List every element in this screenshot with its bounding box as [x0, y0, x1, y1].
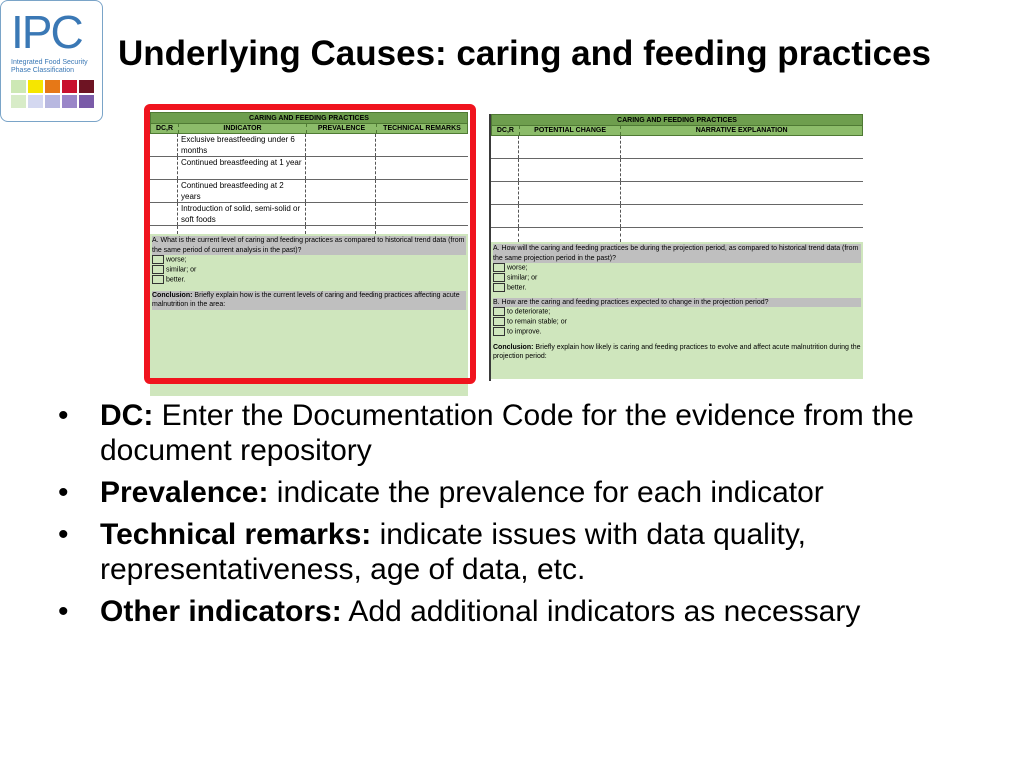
swatch: [45, 80, 60, 93]
swatch: [45, 95, 60, 108]
checkbox[interactable]: [493, 263, 505, 272]
slide-title: Underlying Causes: caring and feeding practices: [118, 34, 931, 73]
checkbox[interactable]: [493, 283, 505, 292]
form-projection: [489, 114, 863, 381]
option: worse;: [493, 263, 861, 273]
swatch: [62, 80, 77, 93]
bullet-text: indicate issues with data quality, representativeness, age of data, etc.: [100, 518, 806, 586]
option: better.: [493, 283, 861, 293]
conclusion: Conclusion: Briefly explain how likely is caring and feeding practices to evolve and affect acute malnutrition during the projection period:: [493, 343, 861, 361]
blank-row: [491, 228, 863, 242]
form-columns: [491, 126, 863, 136]
swatch: [62, 95, 77, 108]
logo-color-swatches: [11, 80, 97, 110]
form-header: CARING AND FEEDING PRACTICES: [150, 112, 468, 124]
option: similar; or: [493, 273, 861, 283]
bullet-item: [58, 517, 998, 587]
checkbox[interactable]: [493, 327, 505, 336]
option: better.: [152, 275, 466, 285]
bullet-item: [58, 594, 998, 629]
swatch: [79, 80, 94, 93]
indicator-label: Exclusive breastfeeding under 6 months: [178, 134, 306, 156]
indicator-label: Continued breastfeeding at 2 years: [178, 180, 306, 202]
option: to remain stable; or: [493, 317, 861, 327]
bullet-item: [58, 398, 998, 468]
form-header: CARING AND FEEDING PRACTICES: [491, 114, 863, 126]
ipc-logo: [0, 0, 103, 122]
option: similar; or: [152, 265, 466, 275]
bullet-icon: •: [58, 518, 69, 551]
bullet-item: [58, 475, 998, 510]
bullet-label: Other indicators:: [100, 595, 342, 628]
option: to improve.: [493, 327, 861, 337]
indicator-label: Introduction of solid, semi-solid or soft foods: [178, 203, 306, 225]
column-header: NARRATIVE EXPLANATION: [695, 127, 788, 134]
swatch: [28, 95, 43, 108]
option: to deteriorate;: [493, 307, 861, 317]
question-text: A. How will the caring and feeding practices be during the projection period, as compared to historical trend data (from the same projection period in the past)?: [493, 244, 861, 263]
column-header: POTENTIAL CHANGE: [520, 126, 621, 135]
table-row: [491, 182, 863, 205]
column-header: INDICATOR: [179, 124, 307, 133]
bullet-label: Technical remarks:: [100, 518, 372, 551]
column-header: DC,R: [492, 126, 520, 135]
checkbox[interactable]: [493, 273, 505, 282]
logo-subtitle: Integrated Food Security Phase Classification: [11, 59, 88, 74]
red-highlight-box: [144, 104, 476, 384]
table-row: [491, 136, 863, 159]
bullet-icon: •: [58, 476, 69, 509]
column-header: TECHNICAL REMARKS: [383, 125, 461, 132]
bullet-icon: •: [58, 399, 69, 432]
question-text: B. How are the caring and feeding practices expected to change in the projection period?: [493, 298, 861, 308]
swatch: [11, 95, 26, 108]
bullet-label: Prevalence:: [100, 476, 269, 509]
logo-text: IPC: [11, 6, 82, 58]
checkbox[interactable]: [493, 317, 505, 326]
table-row: [491, 159, 863, 182]
bullet-text: indicate the prevalence for each indicator: [268, 476, 824, 509]
checkbox[interactable]: [493, 307, 505, 316]
question-section: [491, 242, 863, 379]
column-header: DC,R: [151, 124, 179, 133]
bullet-icon: •: [58, 595, 69, 628]
table-row: [491, 205, 863, 228]
bullet-list: [58, 398, 998, 636]
swatch: [11, 80, 26, 93]
option: worse;: [152, 255, 466, 265]
bullet-text: Enter the Documentation Code for the evidence from the document repository: [100, 399, 914, 467]
bullet-text: Add additional indicators as necessary: [341, 595, 861, 628]
swatch: [79, 95, 94, 108]
swatch: [28, 80, 43, 93]
question-text: A. What is the current level of caring and feeding practices as compared to historical trend data (from the same period of current analysis in the past)?: [152, 237, 465, 254]
indicator-label: Continued breastfeeding at 1 year: [178, 157, 306, 179]
bullet-label: DC:: [100, 399, 154, 432]
conclusion: Conclusion: Briefly explain how is the current levels of caring and feeding practices affecting acute malnutrition in the area:: [152, 291, 466, 310]
column-header: PREVALENCE: [307, 124, 377, 133]
